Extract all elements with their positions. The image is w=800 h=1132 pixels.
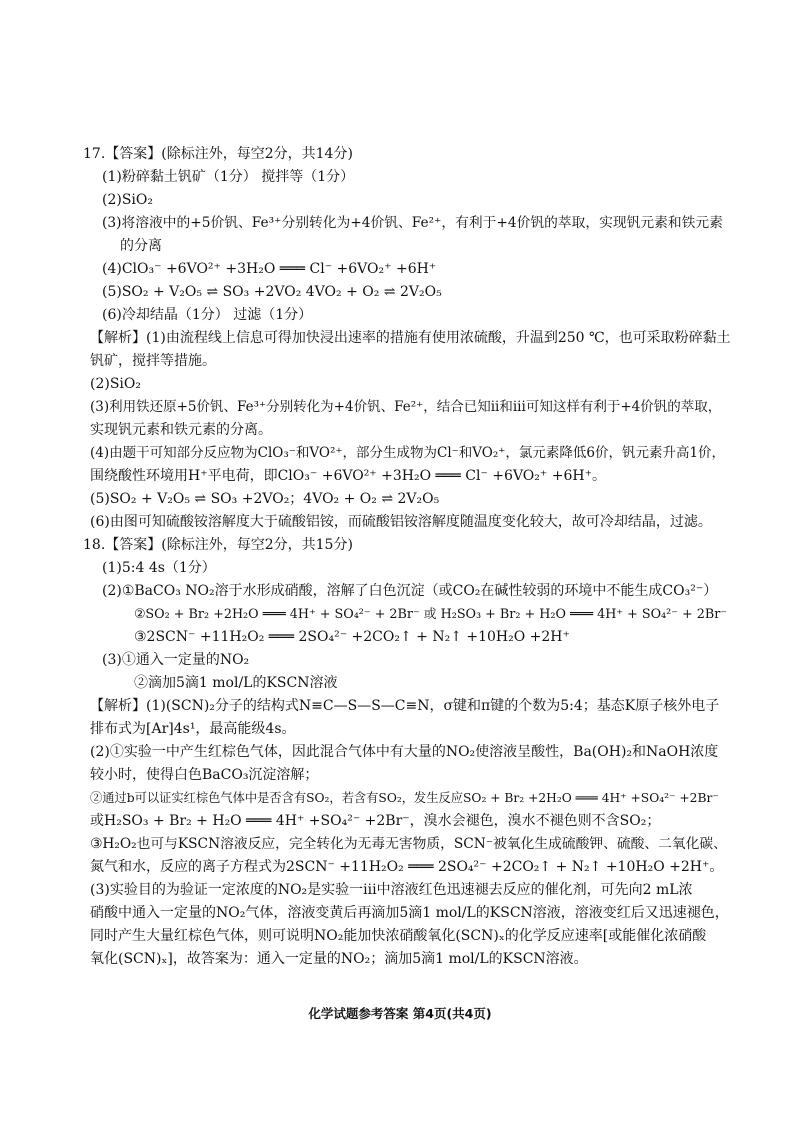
- q18-answer-3: (3)①通入一定量的NO₂: [102, 652, 250, 668]
- q18-analysis-5: ②通过b可以证实红棕色气体中是否含有SO₂，若含有SO₂，发生反应SO₂ + Br₂ +2H₂O ═══ 4H⁺ +SO₄²⁻ +2Br⁻: [90, 791, 719, 805]
- q18-analysis-12: 氧化(SCN)ₓ]，故答案为：通入一定量的NO₂；滴加5滴1 mol/L的KSCN溶液。: [90, 951, 588, 967]
- q17-analysis-6: (4)由题干可知部分反应物为ClO₃⁻和VO²⁺，部分生成物为Cl⁻和VO₂⁺，氯元素降低6价，钒元素升高1价，: [90, 445, 726, 461]
- q17-answer-1: (1)粉碎黏土钒矿（1分） 搅拌等（1分）: [102, 169, 355, 185]
- q18-analysis-6: 或H₂SO₃ + Br₂ + H₂O ═══ 4H⁺ +SO₄²⁻ +2Br⁻，溴水会褪色，溴水不褪色则不含SO₂；: [90, 813, 661, 829]
- q18-answer-2c: ③2SCN⁻ +11H₂O₂ ═══ 2SO₄²⁻ +2CO₂↑ + N₂↑ +10H₂O +2H⁺: [134, 629, 570, 645]
- q17-analysis-7: 围绕酸性环境用H⁺平电荷，即ClO₃⁻ +6VO²⁺ +3H₂O ═══ Cl⁻ +6VO₂⁺ +6H⁺。: [90, 468, 606, 484]
- q17-answer-5: (5)SO₂ + V₂O₅ ⇌ SO₃ +2VO₂ 4VO₂ + O₂ ⇌ 2V₂O₅: [102, 284, 442, 300]
- q18-answer-1: (1)5:4 4s（1分）: [102, 560, 216, 576]
- q18-analysis-8: 氮气和水，反应的离子方程式为2SCN⁻ +11H₂O₂ ═══ 2SO₄²⁻ +2CO₂↑ + N₂↑ +10H₂O +2H⁺。: [90, 859, 724, 875]
- q18-analysis-1: 【解析】(1)(SCN)₂分子的结构式N≡C—S—S—C≡N，σ键和π键的个数为5:4；基态K原子核外电子: [90, 698, 720, 714]
- q17-answer-3: (3)将溶液中的+5价钒、Fe³⁺分别转化为+4价钒、Fe²⁺，有利于+4价钒的萃取，实现钒元素和铁元素: [102, 215, 723, 231]
- q18-analysis-9: (3)实验目的为验证一定浓度的NO₂是实验一iii中溶液红色迅速褪去反应的催化剂，可先向2 mL浓: [90, 882, 693, 898]
- q17-analysis-9: (6)由图可知硫酸铵溶解度大于硫酸铝铵，而硫酸铝铵溶解度随温度变化较大，故可冷却结晶，过滤。: [90, 514, 712, 530]
- answer-content: [83, 143, 731, 971]
- q17-analysis-8: (5)SO₂ + V₂O₅ ⇌ SO₃ +2VO₂；4VO₂ + O₂ ⇌ 2V₂O₅: [90, 491, 440, 507]
- q18-analysis-4: 较小时，使得白色BaCO₃沉淀溶解；: [90, 767, 319, 783]
- q17-analysis-5: 实现钒元素和铁元素的分离。: [90, 422, 272, 438]
- q17-answer-4: (4)ClO₃⁻ +6VO²⁺ +3H₂O ═══ Cl⁻ +6VO₂⁺ +6H⁺: [102, 261, 437, 277]
- q17-answer-6: (6)冷却结晶（1分） 过滤（1分）: [102, 307, 313, 323]
- q18-analysis-10: 硝酸中通入一定量的NO₂气体，溶液变黄后再滴加5滴1 mol/L的KSCN溶液，溶液变红后又迅速褪色，: [90, 905, 729, 921]
- q17-answer-2: (2)SiO₂: [102, 192, 153, 208]
- page-footer: 化学试题参考答案 第4页(共4页): [308, 1006, 492, 1021]
- q17-analysis-1: 【解析】(1)由流程线上信息可得加快浸出速率的措施有使用浓硫酸，升温到250 ℃，也可采取粉碎黏土: [90, 330, 731, 346]
- q17-title: 17.【答案】(除标注外，每空2分，共14分): [83, 146, 353, 162]
- q18-answer-3b: ②滴加5滴1 mol/L的KSCN溶液: [134, 675, 338, 691]
- q18-analysis-7: ③H₂O₂也可与KSCN溶液反应，完全转化为无毒无害物质，SCN⁻被氧化生成硫酸钾、硫酸、二氧化碳、: [90, 836, 727, 852]
- q18-analysis-2: 排布式为[Ar]4s¹，最高能级4s。: [90, 721, 296, 737]
- q18-analysis-11: 同时产生大量红棕色气体，则可说明NO₂能加快浓硝酸氧化(SCN)ₓ的化学反应速率[或能催化浓硝酸: [90, 928, 707, 944]
- q18-title: 18.【答案】(除标注外，每空2分，共15分): [83, 537, 353, 553]
- q17-answer-3-cont: 的分离: [120, 238, 162, 254]
- q17-analysis-3: (2)SiO₂: [90, 376, 141, 392]
- q17-analysis-2: 钒矿，搅拌等措施。: [90, 353, 216, 369]
- q18-answer-2: (2)①BaCO₃ NO₂溶于水形成硝酸，溶解了白色沉淀（或CO₂在碱性较弱的环境中不能生成CO₃²⁻）: [102, 583, 718, 599]
- q17-analysis-4: (3)利用铁还原+5价钒、Fe³⁺分别转化为+4价钒、Fe²⁺，结合已知ii和iii可知这样有利于+4价钒的萃取，: [90, 399, 722, 415]
- q18-analysis-3: (2)①实验一中产生红棕色气体，因此混合气体中有大量的NO₂使溶液呈酸性，Ba(OH)₂和NaOH浓度: [90, 744, 719, 760]
- q18-answer-2b: ②SO₂ + Br₂ +2H₂O ═══ 4H⁺ + SO₄²⁻ + 2Br⁻ 或 H₂SO₃ + Br₂ + H₂O ═══ 4H⁺ + SO₄²⁻ + 2Br⁻: [134, 607, 728, 622]
